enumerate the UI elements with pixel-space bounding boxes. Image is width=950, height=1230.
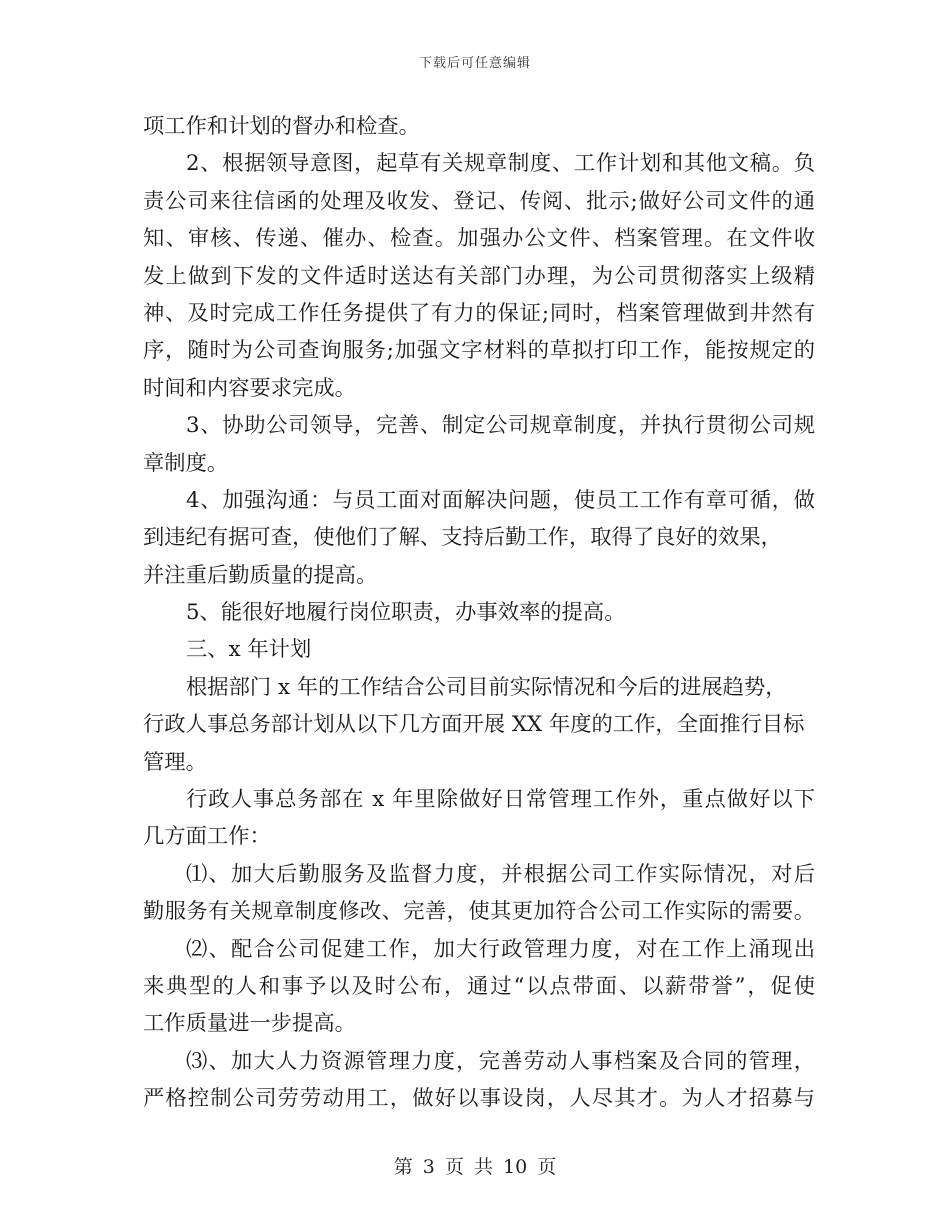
text-line: 神、及时完成工作任务提供了有力的保证;同时，档案管理做到井然有 <box>143 300 815 326</box>
page-header: 下载后可任意编辑 <box>418 56 531 71</box>
text-line: 知、审核、传递、催办、检查。加强办公文件、档案管理。在文件收 <box>143 226 815 252</box>
text-line: 3、协助公司领导，完善、制定公司规章制度，并执行贯彻公司规 <box>186 413 815 439</box>
text-line: 章制度。 <box>143 450 229 476</box>
text-line: 严格控制公司劳劳动用工，做好以事设岗，人尽其才。为人才招募与 <box>143 1086 815 1112</box>
text-line: 责公司来往信函的处理及收发、登记、传阅、批示;做好公司文件的通 <box>143 188 815 214</box>
text-line: 时间和内容要求完成。 <box>143 375 356 401</box>
text-line: 根据部门 x 年的工作结合公司目前实际情况和今后的进展趋势， <box>186 674 787 700</box>
text-line: 工作质量进一步提高。 <box>143 1011 356 1037</box>
text-line: 管理。 <box>143 749 207 775</box>
text-line: 发上做到下发的文件适时送达有关部门办理，为公司贯彻落实上级精 <box>143 263 815 289</box>
text-line: 来典型的人和事予以及时公布，通过“以点带面、以薪带誉”，促使 <box>143 973 815 999</box>
text-line: 项工作和计划的督办和检查。 <box>143 114 420 139</box>
text-line: 到违纪有据可查，使他们了解、支持后勤工作，取得了良好的效果， <box>143 525 782 551</box>
text-line: 序，随时为公司查询服务;加强文字材料的草拟打印工作，能按规定的 <box>143 338 815 364</box>
text-line: 4、加强沟通：与员工面对面解决问题，使员工工作有章可循，做 <box>186 487 815 513</box>
text-line: ⑵、配合公司促建工作，加大行政管理力度，对在工作上涌现出 <box>186 936 815 962</box>
text-line: 2、根据领导意图，起草有关规章制度、工作计划和其他文稿。负 <box>186 151 815 177</box>
text-line: 行政人事总务部在 x 年里除做好日常管理工作外，重点做好以下 <box>186 787 815 813</box>
text-line: 并注重后勤质量的提高。 <box>143 562 378 588</box>
text-line: 勤服务有关规章制度修改、完善，使其更加符合公司工作实际的需要。 <box>143 899 815 925</box>
section-heading: 三、x 年计划 <box>186 637 312 663</box>
text-line: ⑶、加大人力资源管理力度，完善劳动人事档案及合同的管理， <box>186 1048 815 1074</box>
text-line: 5、能很好地履行岗位职责，办事效率的提高。 <box>186 600 626 626</box>
text-line: 几方面工作： <box>143 824 271 850</box>
page-number-footer: 第 3 页 共 10 页 <box>393 1156 557 1178</box>
document-body <box>143 108 815 1118</box>
text-line: 行政人事总务部计划从以下几方面开展 XX 年度的工作，全面推行目标 <box>143 712 805 738</box>
text-line: ⑴、加大后勤服务及监督力度，并根据公司工作实际情况，对后 <box>186 861 815 887</box>
